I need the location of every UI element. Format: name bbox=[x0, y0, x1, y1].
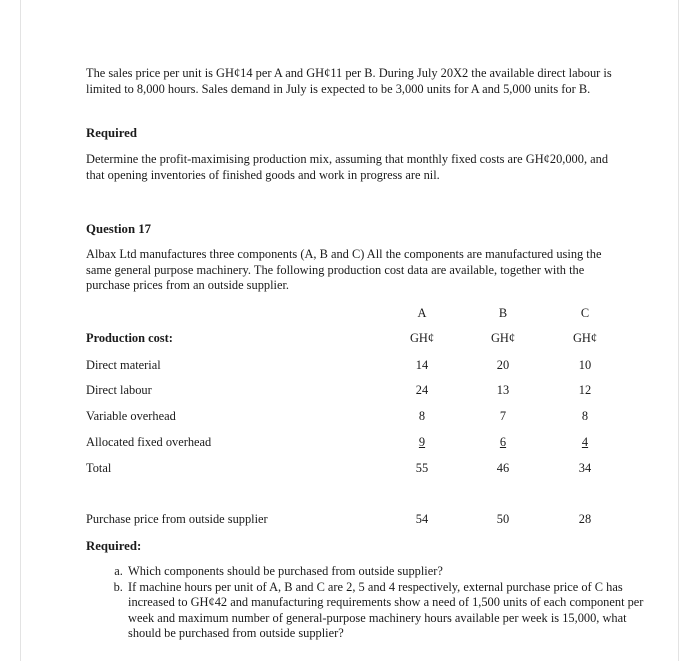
row-label-variable-overhead: Variable overhead bbox=[86, 409, 176, 423]
row-label-allocated-fixed-overhead: Allocated fixed overhead bbox=[86, 435, 212, 449]
required2-heading: Required: bbox=[86, 539, 142, 553]
row-label-purchase-price: Purchase price from outside supplier bbox=[86, 512, 268, 526]
table-cell: 12 bbox=[578, 383, 592, 397]
required-item-b: b. If machine hours per unit of A, B and C are 2, 5 and 4 respectively, external purchase price of C has increased to GH¢42 and manufacturing requirements show a need of 1,500 units of each component per week and maximum number of general-purpose machinery hours available per week is 15,000, what should be purchased from outside supplier? bbox=[126, 580, 646, 642]
table-cell: 7 bbox=[499, 409, 507, 423]
required-text: Determine the profit-maximising production mix, assuming that monthly fixed costs are GH¢20,000, and that opening inventories of finished goods and work in progress are nil. bbox=[86, 152, 609, 182]
row-label-direct-labour: Direct labour bbox=[86, 383, 152, 397]
col-header-b: B bbox=[498, 306, 508, 320]
row-label-direct-material: Direct material bbox=[86, 358, 161, 372]
production-cost-label: Production cost: bbox=[86, 331, 173, 345]
question-title: Question 17 bbox=[86, 222, 152, 236]
required-item-a: a. Which components should be purchased from outside supplier? bbox=[126, 564, 646, 580]
table-cell: 10 bbox=[578, 358, 592, 372]
question-text: Albax Ltd manufactures three components (A, B and C) All the components are manufactured using the same general purpose machinery. The following production cost data are available, together with the purchase prices from an outside supplier. bbox=[86, 247, 602, 293]
required-heading: Required bbox=[86, 126, 137, 140]
col-header-a: A bbox=[417, 306, 427, 320]
table-cell: 8 bbox=[581, 409, 589, 423]
table-cell: 20 bbox=[496, 358, 510, 372]
table-cell: 4 bbox=[581, 435, 589, 449]
col-header-c: C bbox=[580, 306, 590, 320]
table-cell: 55 bbox=[415, 461, 429, 475]
required-list bbox=[104, 564, 646, 642]
table-cell: 24 bbox=[415, 383, 429, 397]
table-cell: 34 bbox=[578, 461, 592, 475]
currency-c: GH¢ bbox=[572, 331, 598, 345]
table-cell: 13 bbox=[496, 383, 510, 397]
table-cell: 46 bbox=[496, 461, 510, 475]
currency-b: GH¢ bbox=[490, 331, 516, 345]
intro-paragraph: The sales price per unit is GH¢14 per A and GH¢11 per B. During July 20X2 the available direct labour is limited to 8,000 hours. Sales demand in July is expected to be 3,000 units for A and 5,000 units for B. bbox=[86, 66, 612, 96]
row-label-total: Total bbox=[86, 461, 112, 475]
table-cell: 14 bbox=[415, 358, 429, 372]
table-cell: 54 bbox=[415, 512, 429, 526]
table-cell: 6 bbox=[499, 435, 507, 449]
currency-a: GH¢ bbox=[409, 331, 435, 345]
table-cell: 8 bbox=[418, 409, 426, 423]
table-cell: 9 bbox=[418, 435, 426, 449]
table-cell: 50 bbox=[496, 512, 510, 526]
table-cell: 28 bbox=[578, 512, 592, 526]
